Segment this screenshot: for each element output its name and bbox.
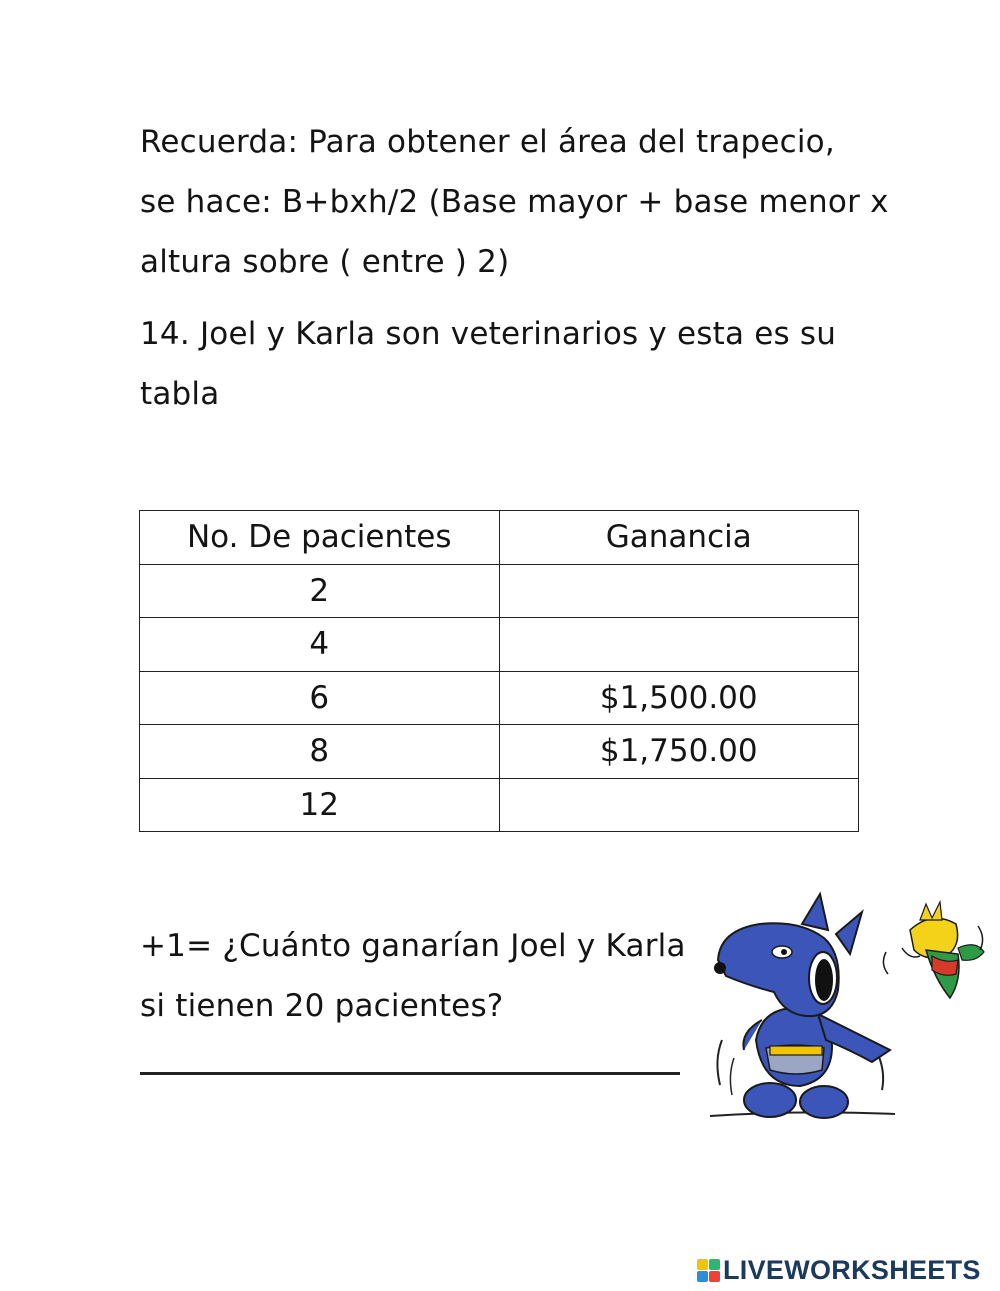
liveworksheets-logo[interactable] [697, 1255, 981, 1285]
table-row [140, 725, 859, 779]
header-patients: No. De pacientes [140, 511, 500, 565]
table-row [140, 778, 859, 832]
batman-snoopy-woodstock-icon [700, 890, 990, 1130]
patients-cell: 2 [140, 564, 500, 618]
logo-text: LIVEWORKSHEETS [723, 1254, 981, 1285]
table-row [140, 564, 859, 618]
problem-line-1: 14. Joel y Karla son veterinarios y esta es su [140, 316, 837, 352]
logo-square [709, 1271, 720, 1282]
problem-line-2: tabla [140, 376, 220, 412]
patients-earnings-table [139, 510, 859, 832]
logo-square [697, 1271, 708, 1282]
logo-square [697, 1259, 708, 1270]
reminder-line-3: altura sobre ( entre ) 2) [140, 244, 510, 280]
patients-cell: 8 [140, 725, 500, 779]
reminder-line-1: Recuerda: Para obtener el área del trapecio, [140, 124, 835, 160]
table-row [140, 671, 859, 725]
patients-cell: 4 [140, 618, 500, 672]
earnings-cell: $1,750.00 [499, 725, 859, 779]
earnings-cell[interactable] [499, 618, 859, 672]
bonus-line-2: si tienen 20 pacientes? [140, 988, 504, 1024]
earnings-cell: $1,500.00 [499, 671, 859, 725]
bonus-line-1: +1= ¿Cuánto ganarían Joel y Karla [140, 928, 686, 964]
logo-square [709, 1259, 720, 1270]
header-earnings: Ganancia [499, 511, 859, 565]
patients-cell: 12 [140, 778, 500, 832]
reminder-line-2: se hace: B+bxh/2 (Base mayor + base menor x [140, 184, 889, 220]
logo-mark-icon [697, 1259, 720, 1282]
answer-line[interactable] [140, 1072, 680, 1075]
earnings-cell[interactable] [499, 778, 859, 832]
patients-cell: 6 [140, 671, 500, 725]
table-header-row [140, 511, 859, 565]
earnings-cell[interactable] [499, 564, 859, 618]
table-row [140, 618, 859, 672]
